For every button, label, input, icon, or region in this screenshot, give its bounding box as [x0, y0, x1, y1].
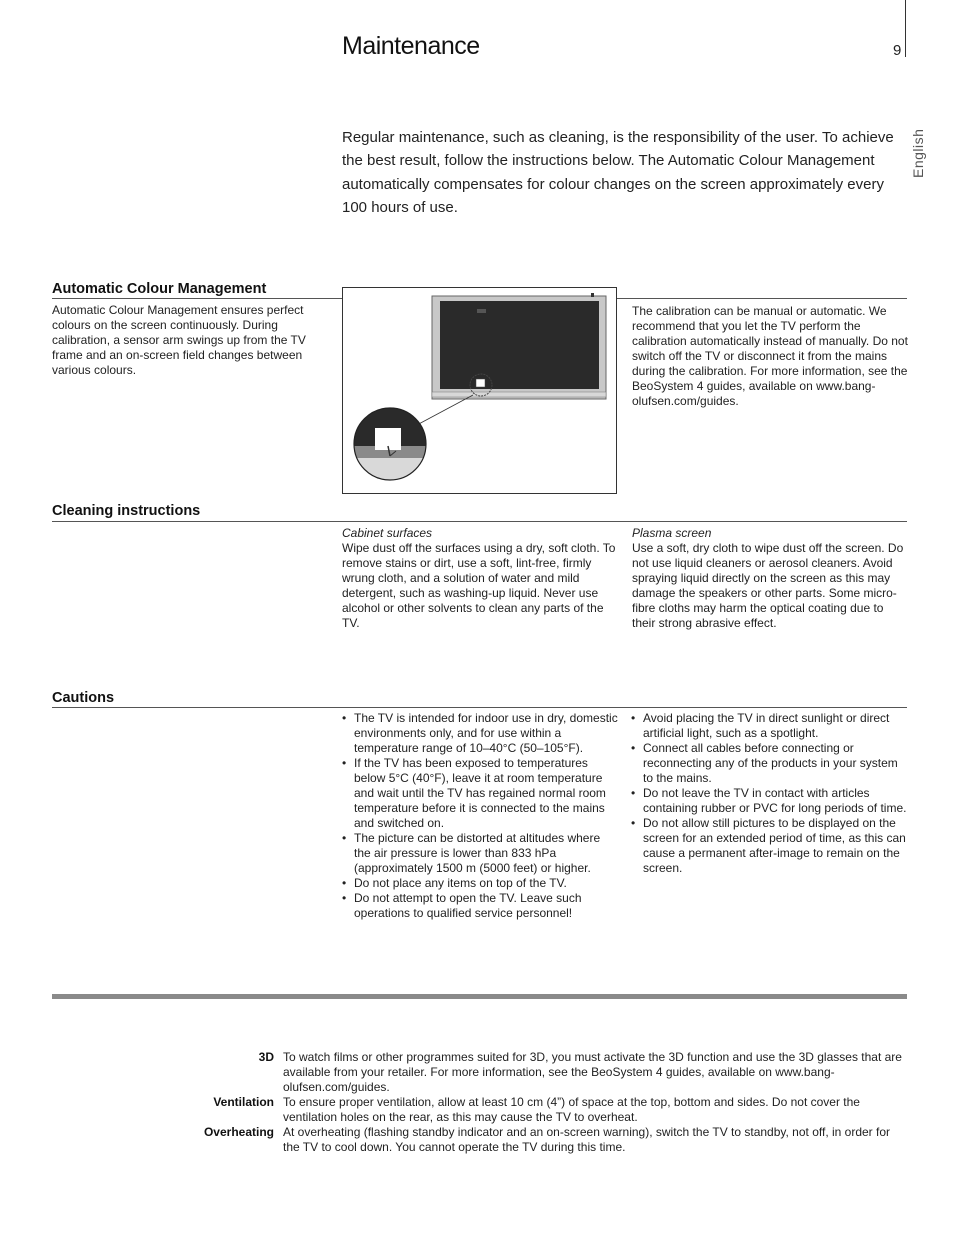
note-label: Overheating: [203, 1125, 274, 1139]
cautions-heading: Cautions: [52, 690, 115, 706]
tv-base: [432, 392, 606, 397]
cabinet-surfaces-title: Cabinet surfaces: [342, 526, 433, 540]
acm-calibration-text: The calibration can be manual or automatic. We recommend that you let the TV perform the calibration automatically instead of manually. Do not switch off the TV or disconnect it from the mains during the calibration. For more information, see the BeoSystem 4 guides, available on www.bang-olufsen.com/guides.: [632, 304, 908, 408]
plasma-screen-text: Use a soft, dry cloth to wipe dust off the screen. Do not use liquid cleaners or aerosol cleaners. Avoid spraying liquid directly on the screen as this may damage the speakers or other parts. Some micro-fibre cloths may harm the optical coating due to their strong abrasive effect.: [632, 541, 904, 630]
note-ventilation: [150, 1095, 907, 1125]
list-item: • Do not allow still pictures to be displayed on the screen for an extended period of time, as this can cause a permanent after-image to remain on the screen.: [631, 816, 907, 876]
page-title: Maintenance: [342, 32, 480, 60]
leader-line: [415, 395, 473, 426]
magnified-base: [353, 458, 429, 483]
tv-sensor-drawing: [343, 288, 616, 493]
list-item: • The TV is intended for indoor use in dry, domestic environments only, and for use within a temperature range of 10–40°C (50–105°F).: [342, 711, 618, 756]
page-number: 9: [893, 42, 902, 59]
list-item: • Avoid placing the TV in direct sunlight or direct artificial light, such as a spotlight.: [631, 711, 907, 741]
list-item: • Connect all cables before connecting or reconnecting any of the products in your system to the mains.: [631, 741, 907, 786]
note-text: To watch films or other programmes suited for 3D, you must activate the 3D function and use the 3D glasses that are available from your retailer. For more information, see the BeoSystem 4 guides, available on www.bang-olufsen.com/guides.: [283, 1050, 902, 1094]
acm-heading: Automatic Colour Management: [52, 281, 267, 297]
note-overheating: [150, 1125, 907, 1155]
cleaning-heading: Cleaning instructions: [52, 503, 201, 519]
list-item: • Do not place any items on top of the TV.: [342, 876, 618, 891]
note-text: At overheating (flashing standby indicator and an on-screen warning), switch the TV to standby, not off, in order for the TV to cool down. You cannot operate the TV during this time.: [283, 1125, 891, 1154]
plasma-screen-block: [632, 526, 904, 631]
tv-corner-marker: [591, 293, 594, 297]
sensor-field-small: [476, 379, 485, 387]
tv-screen: [440, 301, 599, 389]
note-3d: [150, 1050, 907, 1095]
notes-block: [150, 1050, 907, 1155]
acm-rule-left: [52, 298, 342, 299]
note-text: To ensure proper ventilation, allow at least 10 cm (4”) of space at the top, bottom and sides. Do not cover the ventilation holes on the rear, as this may cause the TV to overheat.: [283, 1095, 860, 1124]
header-divider: [905, 0, 906, 57]
acm-description: Automatic Colour Management ensures perfect colours on the screen continuously. During calibration, a sensor arm swings up from the TV frame and an on-screen field changes between various colours.: [52, 303, 306, 377]
cabinet-surfaces-text: Wipe dust off the surfaces using a dry, soft cloth. To remove stains or dirt, use a soft, lint-free, firmly wrung cloth, and a solution of water and mild detergent, such as washing-up liquid. Never use alcohol or other solvents to clean any parts of the TV.: [342, 541, 616, 630]
note-label: Ventilation: [213, 1095, 274, 1109]
list-item: • Do not leave the TV in contact with articles containing rubber or PVC for long periods of time.: [631, 786, 907, 816]
onscreen-indicator: [477, 309, 486, 313]
list-item: • Do not attempt to open the TV. Leave such operations to qualified service personnel!: [342, 891, 618, 921]
plasma-screen-title: Plasma screen: [632, 526, 712, 540]
list-item: • If the TV has been exposed to temperatures below 5°C (40°F), leave it at room temperature and wait until the TV has regained normal room temperature before it is connected to the mains and switched on.: [342, 756, 618, 831]
cabinet-surfaces-block: [342, 526, 622, 631]
language-tab: English: [910, 128, 926, 178]
section-separator: [52, 994, 907, 999]
intro-paragraph: Regular maintenance, such as cleaning, is the responsibility of the user. To achieve the best result, follow the instructions below. The Automatic Colour Management automatically compensates for colour changes on the screen approximately every 100 hours of use.: [342, 129, 894, 216]
cautions-list-left: [342, 711, 618, 921]
note-label: 3D: [258, 1050, 274, 1064]
cleaning-rule: [52, 521, 907, 522]
cautions-list-right: [631, 711, 907, 876]
tv-calibration-illustration: [342, 287, 617, 494]
list-item: • The picture can be distorted at altitudes where the air pressure is lower than 833 hPa (approximately 1500 m (5000 feet) or higher.: [342, 831, 618, 876]
acm-rule-right: [616, 298, 907, 299]
cautions-rule: [52, 707, 907, 708]
